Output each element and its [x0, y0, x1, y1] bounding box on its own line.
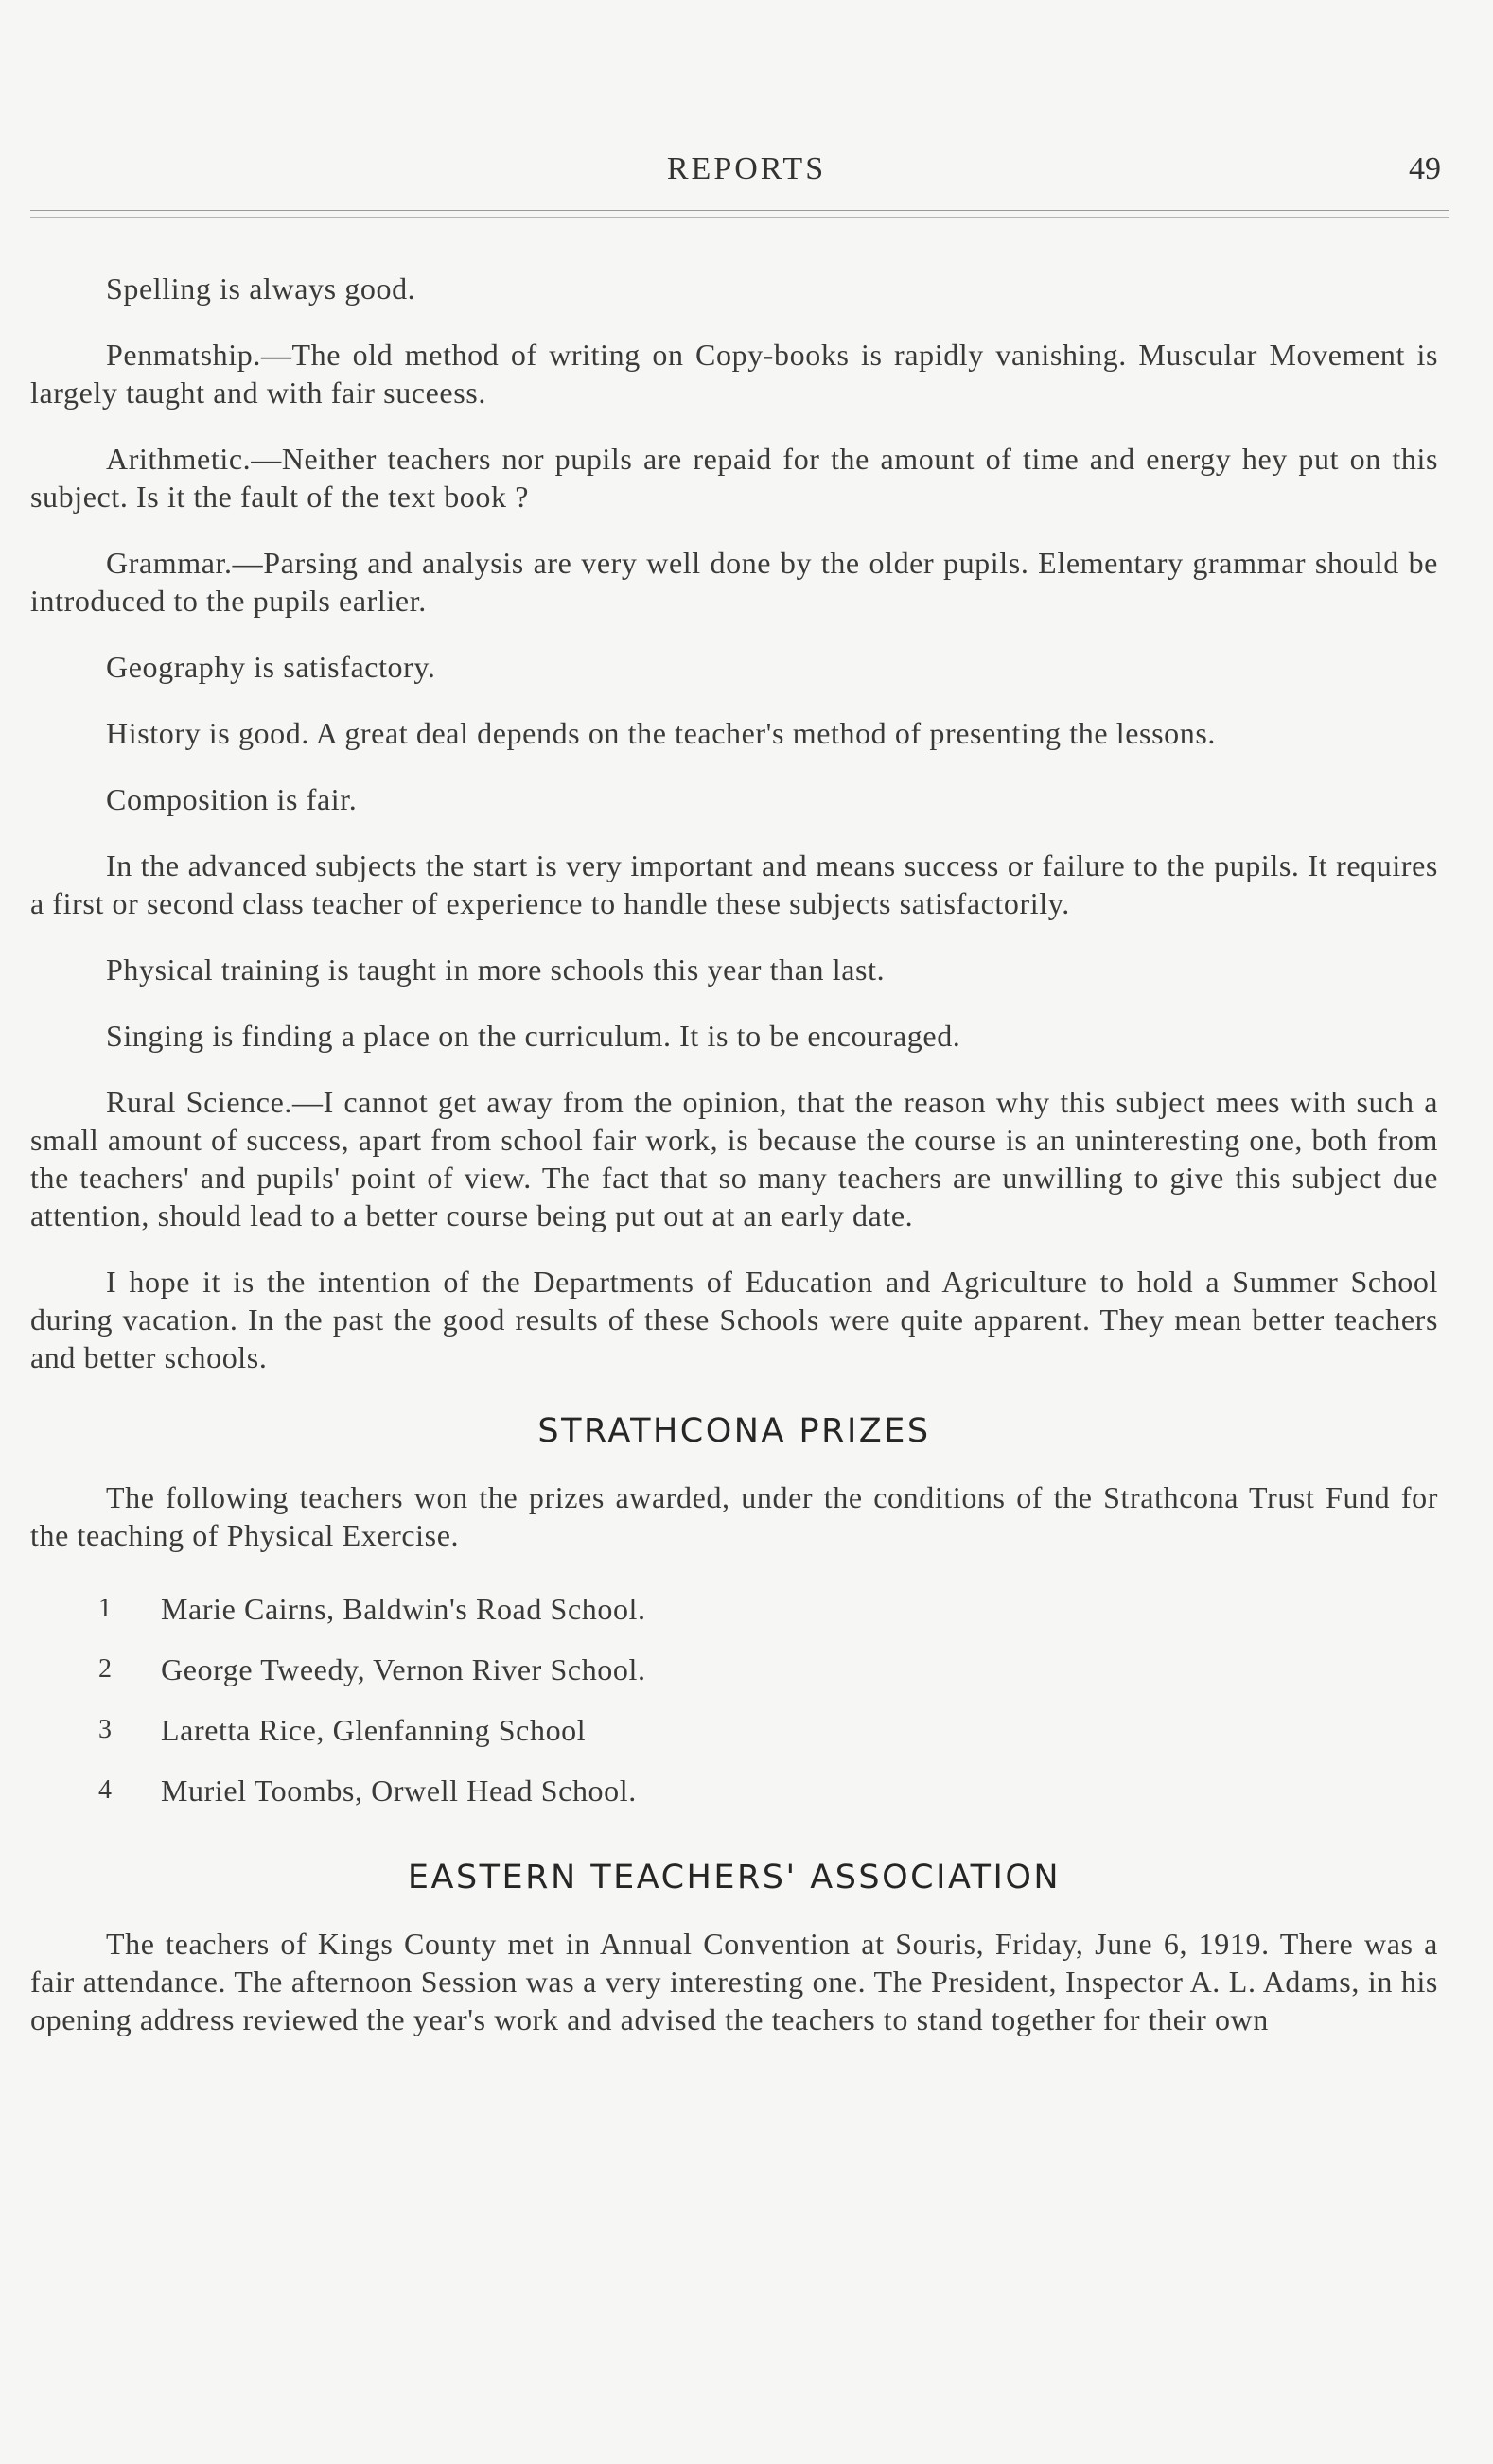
paragraph-advanced-subjects: In the advanced subjects the start is very important and means success or failure to the pupils. It requires a first or second class teacher of experience to handle these subjects satisfactorily. [30, 848, 1438, 920]
header-rule [30, 210, 1449, 218]
list-item [30, 1700, 1438, 1760]
prize-number: 3 [98, 1715, 113, 1744]
list-item [30, 1579, 1438, 1639]
paragraph-rural-science: Rural Science.—I cannot get away from the opinion, that the reason why this subject mees with such a small amount of success, apart from school fair work, is because the course is an uninteresting one, both from the teachers' and pupils' point of view. The fact that so many teachers are unwilling to give this subject due attention, should lead to a better course being put out at an early date. [30, 1085, 1438, 1232]
prize-number: 2 [98, 1654, 113, 1684]
paragraph-grammar: Grammar.—Parsing and analysis are very well done by the older pupils. Elementary grammar should be introduced to the pupils earlier. [30, 546, 1438, 618]
paragraph-physical-training: Physical training is taught in more schools this year than last. [106, 952, 886, 987]
paragraph-strathcona-intro: The following teachers won the prizes awarded, under the conditions of the Strathcona Trust Fund for the teaching of Physical Exercise. [30, 1480, 1438, 1552]
prize-winner: Laretta Rice, Glenfanning School [161, 1713, 587, 1747]
paragraph-spelling: Spelling is always good. [106, 271, 416, 306]
paragraph-singing: Singing is finding a place on the curriculum. It is to be encouraged. [106, 1019, 961, 1053]
page-number: 49 [1409, 151, 1441, 186]
running-title: REPORTS [666, 151, 827, 186]
paragraph-penmanship: Penmatship.—The old method of writing on Copy-books is rapidly vanishing. Muscular Movement is largely taught and with fair suceess. [30, 338, 1438, 410]
prize-winner: George Tweedy, Vernon River School. [161, 1652, 646, 1686]
prize-winner: Muriel Toombs, Orwell Head School. [161, 1774, 637, 1808]
prize-number: 1 [98, 1594, 113, 1623]
paragraph-history: History is good. A great deal depends on the teacher's method of presenting the lessons. [106, 716, 1216, 750]
section-heading-eastern-teachers: EASTERN TEACHERS' ASSOCIATION [407, 1859, 1062, 1896]
prize-winner: Marie Cairns, Baldwin's Road School. [161, 1592, 646, 1626]
body-text [30, 270, 1438, 2067]
paragraph-composition: Composition is fair. [106, 782, 358, 816]
paragraph-geography: Geography is satisfactory. [106, 650, 436, 684]
list-item [30, 1760, 1438, 1821]
prize-list [30, 1579, 1438, 1821]
prize-number: 4 [98, 1775, 113, 1805]
paragraph-eastern-convention: The teachers of Kings County met in Annual Convention at Souris, Friday, June 6, 1919. There was a fair attendance. The afternoon Session was a very interesting one. The President, Inspector A. L. Adams, in his opening address reviewed the year's work and advised the teachers to stand together for their own [30, 1927, 1438, 2036]
paragraph-summer-school: I hope it is the intention of the Departments of Education and Agriculture to hold a Summer School during vacation. In the past the good results of these Schools were quite apparent. They mean better teachers and better schools. [30, 1265, 1438, 1374]
running-header [0, 151, 1493, 189]
paragraph-arithmetic: Arithmetic.—Neither teachers nor pupils are repaid for the amount of time and energy hey put on this subject. Is it the fault of the text book ? [30, 442, 1438, 514]
section-heading-strathcona: STRATHCONA PRIZES [537, 1412, 931, 1450]
list-item [30, 1639, 1438, 1700]
